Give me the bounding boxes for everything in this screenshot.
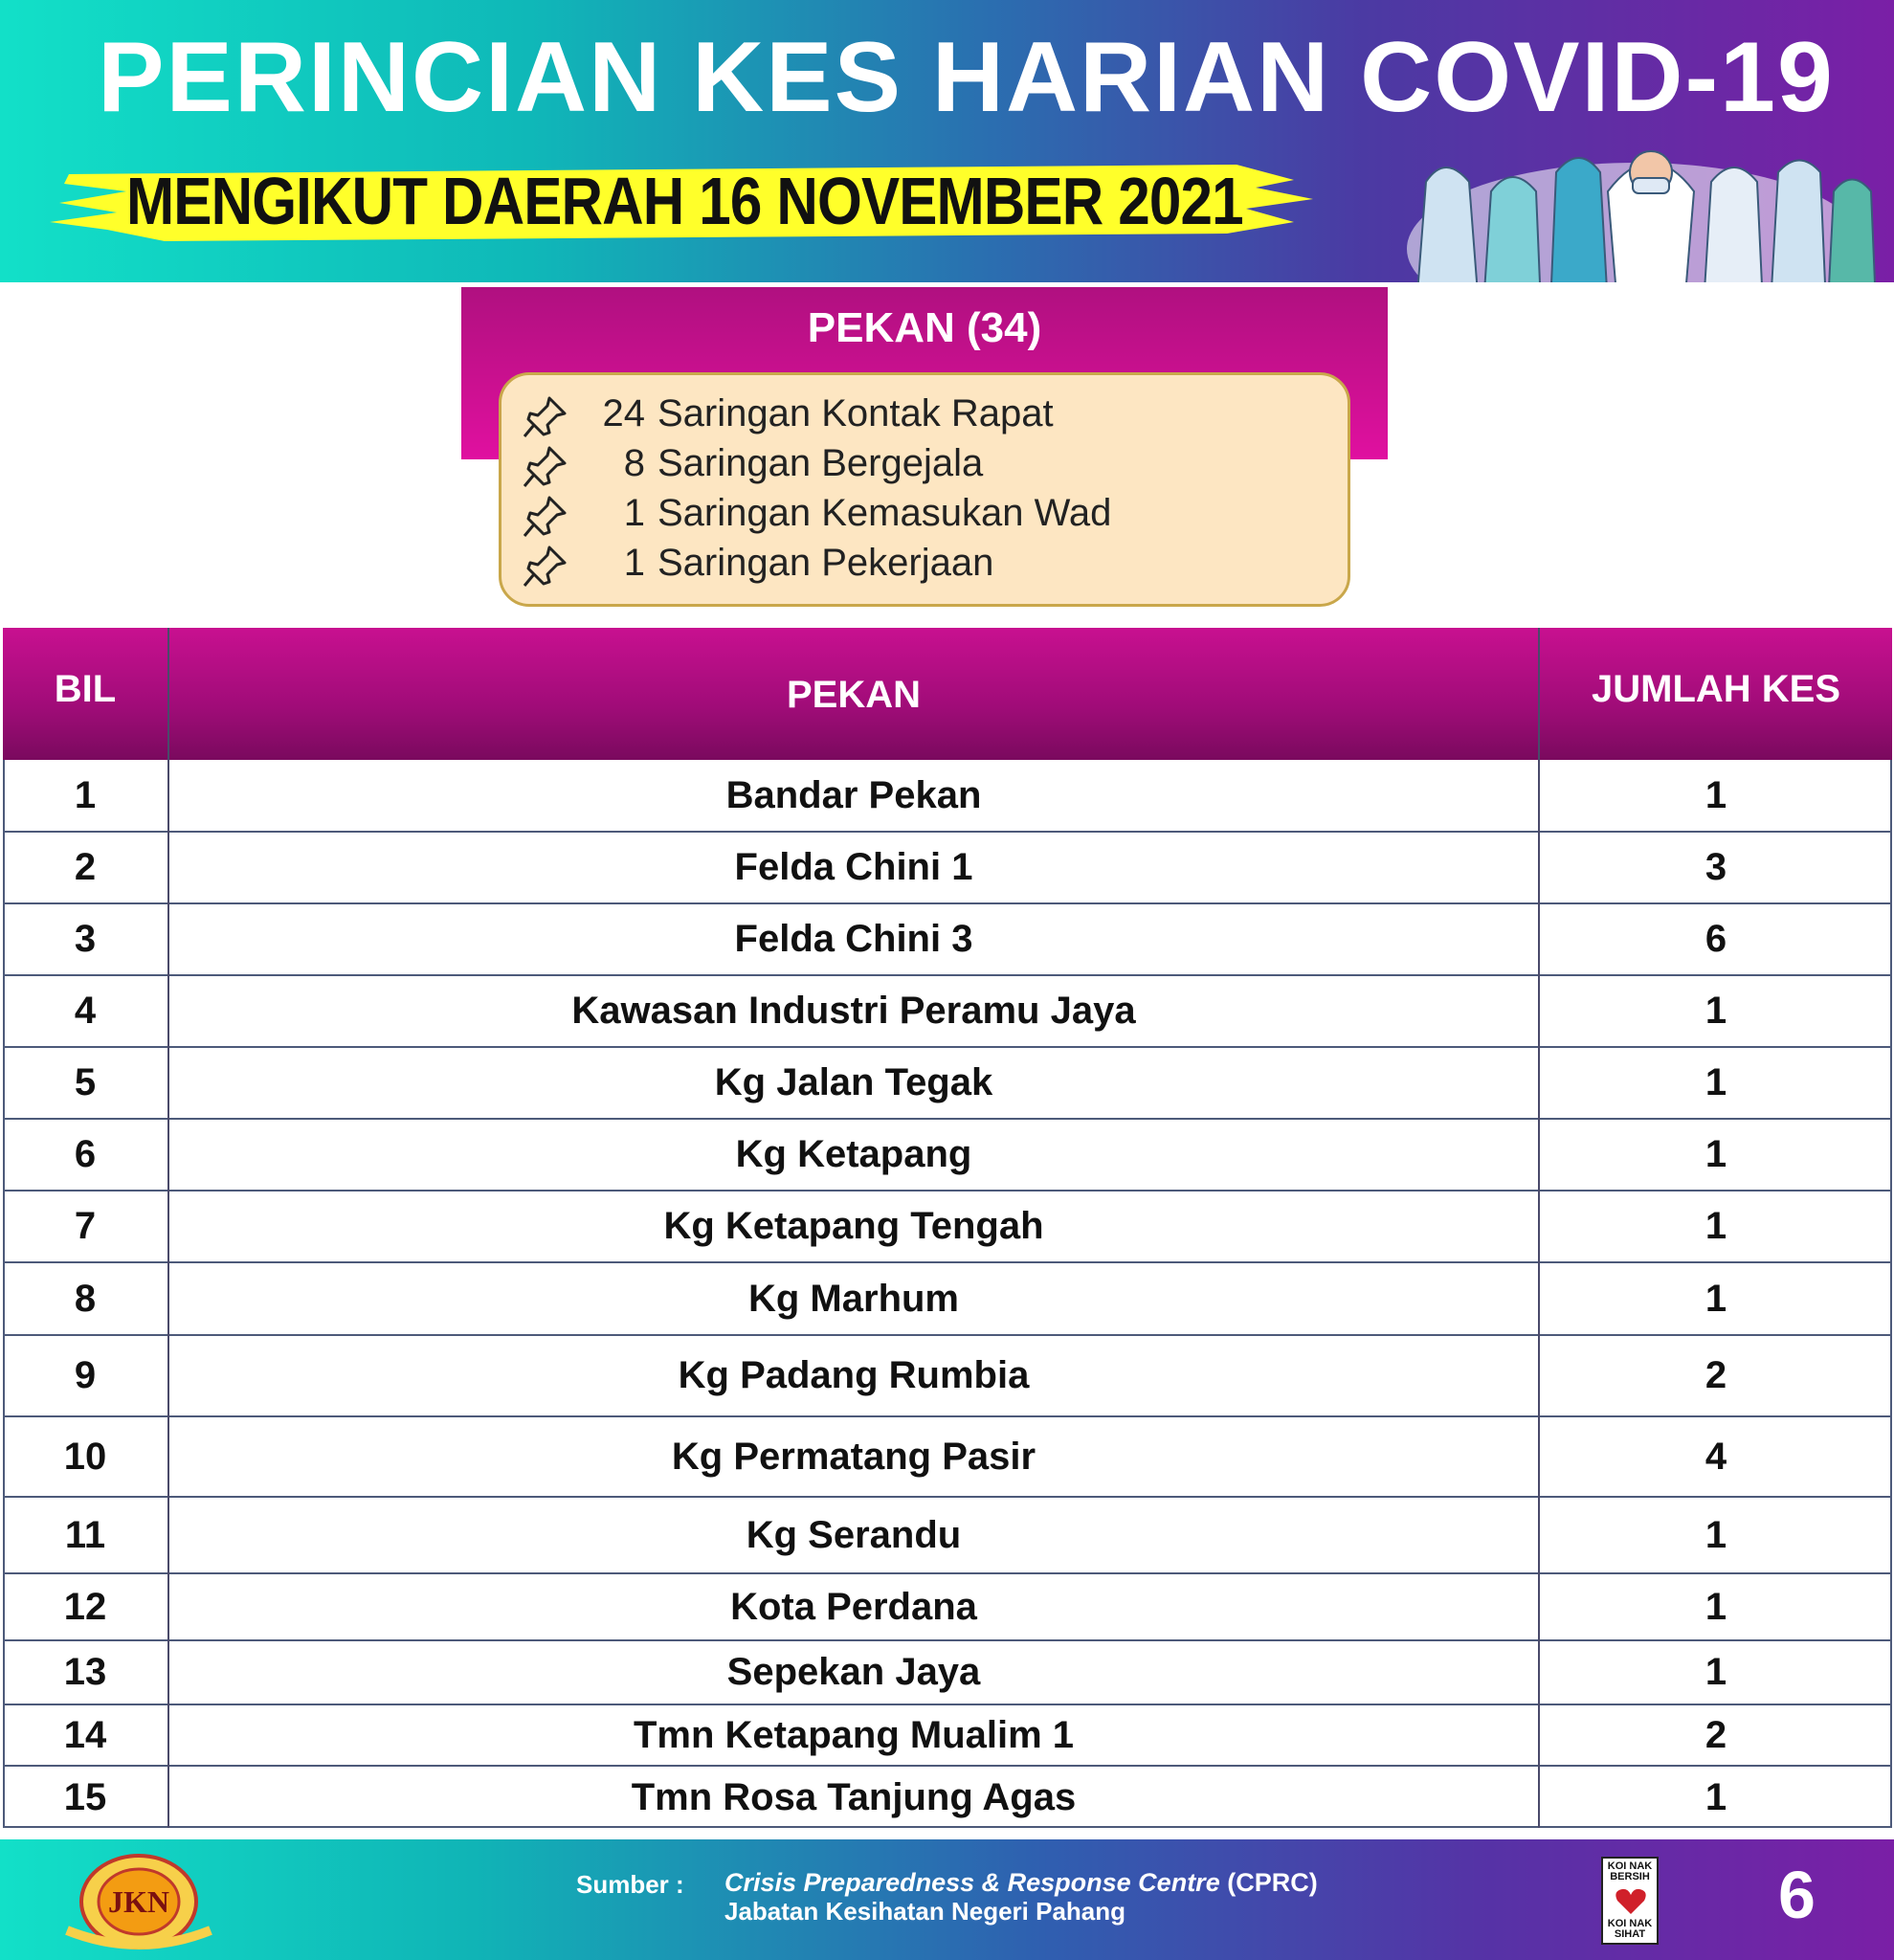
cell-bil: 13 [63,1651,107,1693]
column-divider [1538,628,1540,1828]
column-header-pekan: PEKAN [786,674,922,716]
cell-pekan: Kawasan Industri Peramu Jaya [571,990,1136,1032]
note-label: Saringan Kemasukan Wad [657,492,1112,534]
cell-pekan: Kota Perdana [730,1585,977,1628]
cell-jumlah-kes: 2 [1705,1354,1727,1396]
cell-jumlah-kes: 1 [1705,1205,1727,1247]
cell-bil: 7 [74,1205,97,1247]
screening-notes [499,372,1350,607]
cell-jumlah-kes: 4 [1705,1435,1727,1478]
heart-icon [1615,1887,1647,1916]
cell-pekan: Tmn Ketapang Mualim 1 [633,1713,1075,1756]
pushpin-icon [521,394,568,438]
cell-bil: 8 [74,1277,97,1320]
column-divider [167,628,169,1828]
table-header [3,628,1892,760]
note-count: 1 [623,492,645,534]
page-title: PERINCIAN KES HARIAN COVID-19 [98,22,1835,133]
column-header-bil: BIL [54,668,117,710]
cell-bil: 5 [74,1061,97,1103]
table-row [3,1048,1892,1120]
subtitle-highlight [50,153,1332,249]
table-row [3,1417,1892,1498]
table-row [3,1641,1892,1705]
cell-jumlah-kes: 1 [1705,1277,1727,1320]
cell-pekan: Kg Marhum [748,1277,959,1320]
footer-banner [0,1839,1894,1960]
cell-bil: 3 [74,918,97,960]
note-item [521,542,1334,590]
page-number: 6 [1778,1858,1816,1932]
cell-bil: 10 [63,1435,107,1478]
table-row [3,1192,1892,1263]
source-department: Jabatan Kesihatan Negeri Pahang [724,1897,1126,1926]
note-item [521,442,1334,490]
cell-bil: 1 [74,773,97,816]
cell-jumlah-kes: 1 [1705,1061,1727,1103]
cell-pekan: Kg Permatang Pasir [671,1435,1036,1478]
table-row [3,976,1892,1048]
cell-jumlah-kes: 1 [1705,990,1727,1032]
table-row [3,1498,1892,1574]
note-label: Saringan Bergejala [657,442,984,484]
cell-pekan: Kg Ketapang Tengah [663,1205,1044,1247]
cell-jumlah-kes: 1 [1705,773,1727,816]
table-row [3,760,1892,833]
column-header-jumlah-kes: JUMLAH KES [1591,668,1841,710]
cell-pekan: Kg Padang Rumbia [678,1354,1030,1396]
cell-jumlah-kes: 1 [1705,1133,1727,1175]
cell-jumlah-kes: 1 [1705,1651,1727,1693]
table-row [3,1705,1892,1767]
cell-pekan: Felda Chini 1 [734,846,973,888]
cell-bil: 2 [74,846,97,888]
cell-pekan: Tmn Rosa Tanjung Agas [631,1775,1077,1818]
source-organization: Crisis Preparedness & Response Centre (CPRC) [724,1868,1318,1897]
cell-jumlah-kes: 1 [1705,1775,1727,1818]
note-count: 1 [623,542,645,584]
header-banner [0,0,1894,282]
cell-bil: 12 [63,1585,107,1628]
cell-pekan: Kg Serandu [746,1513,962,1556]
cell-bil: 4 [74,990,97,1032]
svg-text:JKN: JKN [108,1884,169,1919]
cell-jumlah-kes: 2 [1705,1713,1727,1756]
table-row [3,1336,1892,1417]
cell-pekan: Sepekan Jaya [726,1651,981,1693]
cell-bil: 14 [63,1713,107,1756]
note-label: Saringan Kontak Rapat [657,392,1054,434]
page-subtitle: MENGIKUT DAERAH 16 NOVEMBER 2021 [126,164,1243,238]
table-row [3,1574,1892,1641]
note-item [521,492,1334,540]
district-title: PEKAN (34) [807,304,1042,351]
table-row [3,904,1892,976]
note-count: 8 [623,442,645,484]
note-item [521,392,1334,440]
source-label: Sumber : [576,1870,684,1899]
cell-jumlah-kes: 3 [1705,846,1727,888]
table-row [3,1120,1892,1192]
koi-nak-sihat-badge: KOI NAK BERSIH KOI NAK SIHAT [1601,1857,1659,1945]
cell-bil: 9 [74,1354,97,1396]
jkn-logo-icon [57,1849,220,1954]
pushpin-icon [521,444,568,488]
cell-pekan: Kg Jalan Tegak [714,1061,993,1103]
cell-pekan: Felda Chini 3 [734,918,973,960]
cell-bil: 11 [64,1513,106,1556]
cell-jumlah-kes: 1 [1705,1585,1727,1628]
cell-pekan: Bandar Pekan [725,773,982,816]
cell-bil: 15 [63,1775,107,1818]
cell-jumlah-kes: 1 [1705,1513,1727,1556]
table-row [3,1767,1892,1828]
pushpin-icon [521,494,568,538]
table-row [3,1263,1892,1336]
note-count: 24 [602,392,645,434]
healthcare-workers-icon [1378,115,1894,282]
pushpin-icon [521,544,568,588]
cell-jumlah-kes: 6 [1705,918,1727,960]
note-label: Saringan Pekerjaan [657,542,994,584]
cell-pekan: Kg Ketapang [735,1133,972,1175]
table-row [3,833,1892,904]
cell-bil: 6 [74,1133,97,1175]
